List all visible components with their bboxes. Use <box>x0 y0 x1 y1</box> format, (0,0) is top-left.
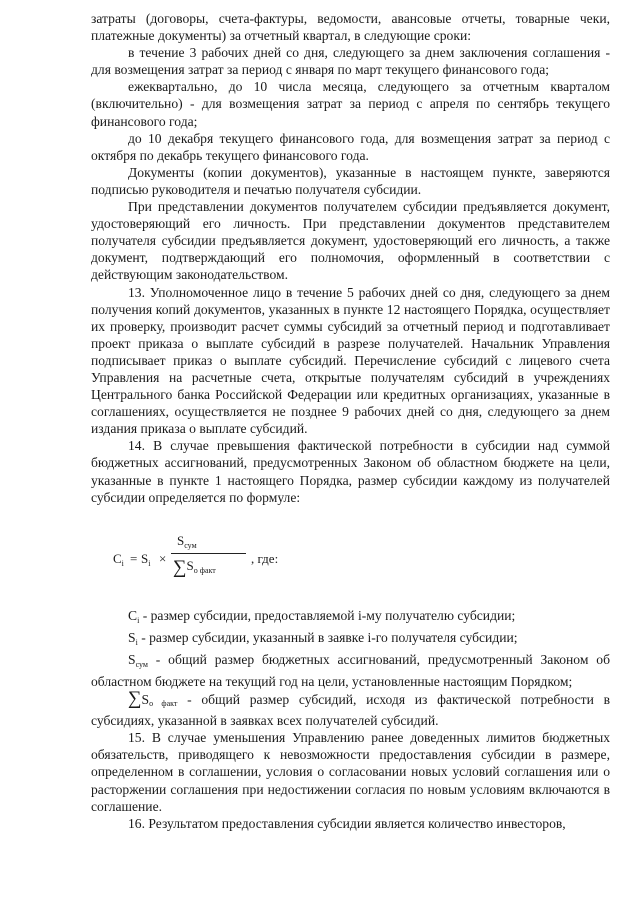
paragraph: ежеквартально, до 10 числа месяца, следующего за отчетным кварталом (включительно) - для возмещения затрат за период с апреля по сентябрь текущего финансового года; <box>91 79 610 129</box>
formula-denominator: $\sum S_{о факт}$ <box>173 556 216 578</box>
paragraph: в течение 3 рабочих дней со дня, следующего за днем заключения соглашения - для возмещения затрат за период с января по март текущего финансового года; <box>91 45 610 78</box>
definition-si: $S_i$ - размер субсидии, указанный в заявке i-го получателя субсидии; <box>128 629 518 647</box>
formula-equals: = <box>130 550 138 566</box>
paragraph-item-16: 16. Результатом предоставления субсидии является количество инвесторов, <box>128 815 566 831</box>
definition-sfact: ∑Sо факт - общий размер субсидий, исходя из фактической потребности в субсидиях, указанной в заявках всех получателей субсидий. <box>91 688 610 729</box>
fraction-bar <box>171 553 246 554</box>
sigma-symbol: ∑ <box>173 556 187 578</box>
paragraph: затраты (договоры, счета-фактуры, ведомости, авансовые отчеты, товарные чеки, платежные документы) за отчетный квартал, в следующие сроки: <box>91 11 610 44</box>
paragraph-item-15: 15. В случае уменьшения Управлению ранее доведенных лимитов бюджетных обязательств, приводящего к невозможности предоставления субсидии в размере, определенном в соглашении, условия о согласовании новых условий соглашения или о расторжении соглашения при недостижении согласия по новым условиям включаются в соглашение. <box>91 730 610 814</box>
formula-ci: $C_i$ <box>113 550 124 568</box>
sigma-symbol: ∑ <box>128 688 142 710</box>
formula-times: × <box>159 550 167 566</box>
formula-numerator: $S_{сум}$ <box>177 532 197 550</box>
subsidy-formula <box>91 520 610 594</box>
paragraph: Документы (копии документов), указанные в настоящем пункте, заверяются подписью руководителя и печатью получателя субсидии. <box>91 164 610 197</box>
formula-si: $S_i$ <box>141 550 151 568</box>
paragraph: При представлении документов получателем субсидии предъявляется документ, удостоверяющий его личность. При представлении документов представителем получателя субсидии предъявляется документ, удостоверяющий его личность, а также документ, подтверждающий его полномочия, оформленный в соответствии с действующим законодательством. <box>91 199 610 283</box>
paragraph-item-14: 14. В случае превышения фактической потребности в субсидии над суммой бюджетных ассигнований, предусмотренных Законом об областном бюджете на цели, указанные в пункте 1 настоящего Порядка, размер субсидии каждому из получателей субсидии определяется по формуле: <box>91 438 610 505</box>
paragraph: до 10 декабря текущего финансового года, для возмещения затрат за период с октября по декабрь текущего финансового года. <box>91 130 610 163</box>
paragraph-item-13: 13. Уполномоченное лицо в течение 5 рабочих дней со дня, следующего за днем получения копий документов, указанных в пункте 12 настоящего Порядка, осуществляет их проверку, производит расчет суммы субсидий за отчетный период и подготавливает проект приказа о выплате субсидий в разрезе получателей. Начальник Управления подписывает приказ о выплате субсидий. Перечисление субсидий с лицевого счета Управления на расчетные счета, открытые получателям субсидий в учреждениях Центрального банка Российской Федерации или кредитных организациях, указанные в соглашениях, осуществляется не позднее 9 рабочих дней со дня, следующего за днем издания приказа о выплате субсидий. <box>91 284 610 437</box>
definition-ci: $C_i$ - размер субсидии, предоставляемой i-му получателю субсидии; <box>128 607 516 625</box>
definition-ssum: $S_{сум}$ - общий размер бюджетных ассигнований, предусмотренный Законом об областном бюджете на текущий год на цели, установленные настоящим Порядком; <box>91 651 610 689</box>
formula-tail: , где: <box>251 550 279 566</box>
